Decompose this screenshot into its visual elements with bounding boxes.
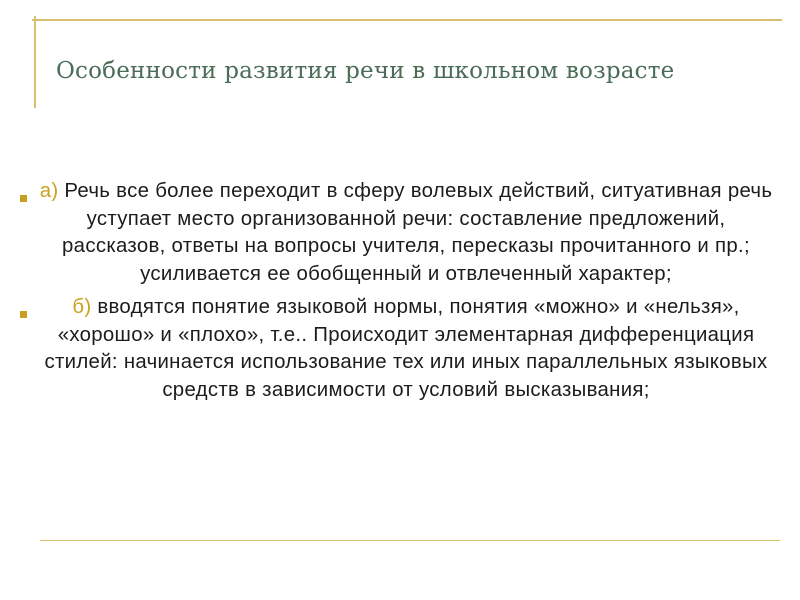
- frame-left-line: [34, 16, 36, 108]
- frame-top-line: [32, 19, 782, 21]
- list-item-b: [8, 294, 792, 404]
- item-marker: б): [72, 296, 92, 318]
- item-marker: а): [39, 180, 59, 202]
- bullet-square-icon: [20, 195, 27, 202]
- item-body: вводятся понятие языковой нормы, понятия «можно» и «нельзя», «хорошо» и «плохо», т.е.. Происходит элементарная дифференциация стилей: начинается использование тех или иных параллельных языковых средств в зависимости от условий высказывания;: [44, 296, 768, 401]
- bullet-square-icon: [20, 311, 27, 318]
- item-body: Речь все более переходит в сферу волевых действий, ситуативная речь уступает место организованной речи: составление предложений, рассказов, ответы на вопросы учителя, пересказы прочитанного и пр.; усиливается ее обобщенный и отвлеченный характер;: [62, 180, 773, 285]
- list-item-text: [34, 178, 778, 288]
- list-item-text: [34, 294, 778, 404]
- list-item-a: [8, 178, 792, 288]
- bullet-list: [8, 178, 792, 404]
- slide-title: Особенности развития речи в школьном возрасте: [56, 58, 675, 84]
- frame-bottom-line: [40, 540, 780, 541]
